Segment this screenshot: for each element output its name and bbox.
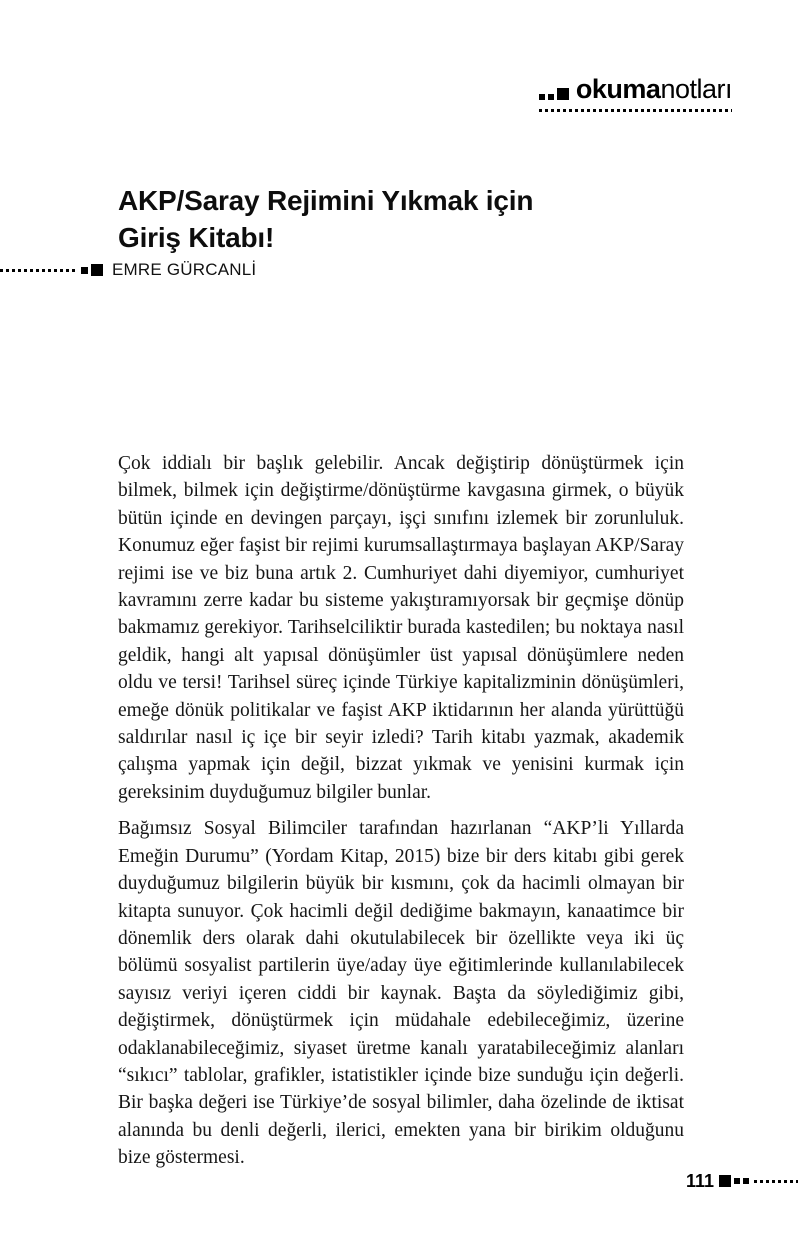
magazine-logo xyxy=(576,76,732,103)
square-icon xyxy=(539,94,545,100)
square-icon xyxy=(734,1178,740,1184)
article-title xyxy=(118,182,533,256)
page-footer xyxy=(686,1172,798,1190)
square-icon xyxy=(743,1178,749,1184)
author-byline xyxy=(0,261,256,279)
square-icon xyxy=(719,1175,731,1187)
square-icon xyxy=(91,264,103,276)
page-number: 111 xyxy=(686,1170,715,1191)
footer-squares-icon xyxy=(719,1175,749,1187)
square-icon xyxy=(81,267,88,274)
body-paragraph: Bağımsız Sosyal Bilimciler tarafından hazırlanan “AKP’li Yıllarda Emeğin Durumu” (Yordam Kitap, 2015) bize bir ders kitabı gibi gerek duyduğumuz bilgilerin büyük bir kısmını, çok da hacimli olmayan bir kitapta sunuyor. Çok hacimli değil dediğime bakmayın, kanaatimce bir dönemlik ders olarak dahi okutulabilecek bir özellikte veya iki üç bölümü sosyalist partilerin üye/aday üye eğitimlerinde kullanılabilecek sayısız veriyi içeren ciddi bir kaynak. Başta da söylediğimiz gibi, değiştirmek, dönüştürmek için müdahale edebileceğimiz, üzerine odaklanabileceğimiz, siyaset üretme kanalı yaratabileceğimiz alanları “sıkıcı” tablolar, grafikler, istatistikler içinde bize sunduğu için değerli. Bir başka değeri ise Türkiye’de sosyal bilimler, daha özelinde de iktisat alanında bu denli değerli, ilerici, emekten yana bir birikim olduğunu bize göstermesi. xyxy=(118,818,684,1169)
footer-dotted-rule xyxy=(754,1180,798,1183)
square-icon xyxy=(557,88,569,100)
article-body xyxy=(118,450,684,1172)
article-title-line2: Giriş Kitabı! xyxy=(118,222,275,253)
byline-dotted-rule xyxy=(0,269,76,272)
logo-light-part: notları xyxy=(660,74,732,104)
logo-squares-icon xyxy=(539,88,569,103)
body-paragraph: Çok iddialı bir başlık gelebilir. Ancak değiştirip dönüştürmek için bilmek, bilmek için değiştirme/dönüştürme kavgasına girmek, o büyük bütün içinde en devingen parçayı, işçi sınıfını izlemek bir zorunluluk. Konumuz eğer faşist bir rejimi kurumsallaştırmaya başlayan AKP/Saray rejimi ise ve biz buna artık 2. Cumhuriyet dahi diyemiyor, cumhuriyet kavramını zerre kadar bu sisteme yakıştıramıyorsak bir geçmişe dönüp bakmamız gerekiyor. Tarihselciliktir burada kastedilen; bu noktaya nasıl geldik, hangi alt yapısal dönüşümler üst yapısal dönüşümlere neden oldu ve tersi! Tarihsel süreç içinde Türkiye kapitalizminin dönüşümleri, emeğe dönük politikalar ve faşist AKP iktidarının her alanda yürüttüğü saldırılar nasıl iç içe bir seyir izledi? Tarih kitabı yazmak, akademik çalışma yapmak için değil, bizzat yıkmak ve yenisini kurmak için gereksinim duyduğumuz bilgiler bunlar. xyxy=(118,453,684,803)
article-title-line1: AKP/Saray Rejimini Yıkmak için xyxy=(118,185,534,216)
logo-bold-part: okuma xyxy=(575,74,661,104)
logo-dotted-rule xyxy=(539,109,732,112)
masthead xyxy=(539,76,732,112)
author-name: EMRE GÜRCANLİ xyxy=(112,260,257,279)
square-icon xyxy=(548,94,554,100)
byline-squares-icon xyxy=(81,264,103,276)
logo-row xyxy=(539,76,732,103)
